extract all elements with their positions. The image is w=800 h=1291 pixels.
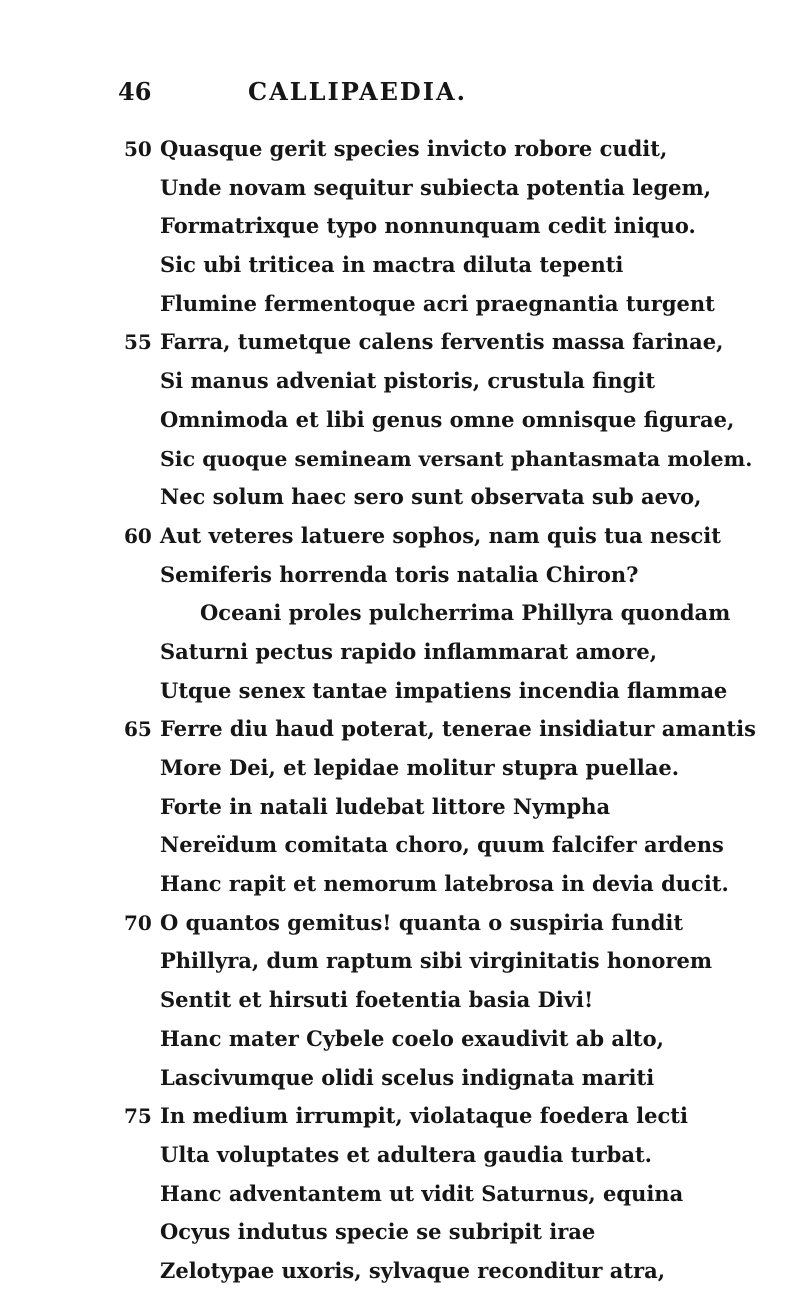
verse-text: Saturni pectus rapido inflammarat amore,: [160, 638, 658, 664]
verse-line: [0, 1213, 800, 1252]
verse-text: Forte in natali ludebat littore Nympha: [160, 793, 611, 819]
verse-line: [0, 1020, 800, 1059]
verse-text: Quasque gerit species invicto robore cudit,: [160, 136, 668, 161]
verse-text: Hanc rapit et nemorum latebrosa in devia ducit.: [160, 871, 729, 897]
line-number: 60: [124, 523, 152, 548]
verse-line: [0, 207, 800, 246]
verse-text: Sic ubi triticea in mactra diluta tepenti: [160, 252, 624, 278]
verse-text: Hanc mater Cybele coelo exaudivit ab alto,: [160, 1025, 664, 1051]
verse-text: O quantos gemitus! quanta o suspiria fundit: [160, 909, 684, 935]
verse-line: [0, 440, 800, 479]
line-number: 75: [124, 1104, 152, 1129]
line-number: 55: [124, 330, 152, 355]
verse-text: Utque senex tantae impatiens incendia flammae: [160, 677, 728, 703]
verse-line: [0, 1136, 800, 1175]
verse-text: Si manus adveniat pistoris, crustula fingit: [160, 368, 656, 394]
verse-line: [0, 633, 800, 672]
verse-text: Nereïdum comitata choro, quum falcifer ardens: [160, 832, 724, 858]
verse-text: More Dei, et lepidae molitur stupra puellae.: [160, 755, 680, 780]
verse-text: Flumine fermentoque acri praegnantia turgent: [160, 290, 715, 316]
verse-line: [0, 130, 800, 169]
verse-text: Semiferis horrenda toris natalia Chiron?: [160, 561, 639, 587]
verse-text: Ocyus indutus specie se subripit irae: [160, 1219, 596, 1245]
verse-line: [0, 594, 800, 633]
verse-line: [0, 169, 800, 208]
verse-text: Hanc adventantem ut vidit Saturnus, equina: [160, 1180, 684, 1206]
verse-text: Farra, tumetque calens ferventis massa farinae,: [160, 329, 724, 355]
verse-text: Lascivumque olidi scelus indignata mariti: [160, 1064, 655, 1090]
verse-text: Formatrixque typo nonnunquam cedit iniquo.: [160, 213, 696, 239]
verse-line: [0, 826, 800, 865]
verse-line: [0, 710, 800, 749]
verse-text: Ferre diu haud poterat, tenerae insidiatur amantis: [160, 716, 756, 742]
verse-line: [0, 1175, 800, 1214]
verse-line: [0, 865, 800, 904]
verse-line: [0, 749, 800, 788]
verse-text: Omnimoda et libi genus omne omnisque figurae,: [160, 406, 735, 432]
verse-line: [0, 942, 800, 981]
verse-line: [0, 362, 800, 401]
verse-text: Aut veteres latuere sophos, nam quis tua nescit: [160, 522, 721, 548]
verse-line: [0, 246, 800, 285]
verse-text: Ulta voluptates et adultera gaudia turbat.: [160, 1141, 652, 1167]
verse-line: [0, 672, 800, 711]
verse-line: [0, 556, 800, 595]
line-number: 50: [124, 137, 152, 161]
verse-text: Oceani proles pulcherrima Phillyra quondam: [200, 600, 731, 626]
verse-text: Unde novam sequitur subiecta potentia legem,: [160, 174, 712, 200]
verse-text: Sentit et hirsuti foetentia basia Divi!: [160, 987, 594, 1013]
line-number: 70: [124, 910, 152, 935]
verse-line: [0, 478, 800, 517]
verse-text: Nec solum haec sero sunt observata sub aevo,: [160, 484, 702, 510]
verse-text: In medium irrumpit, violataque foedera lecti: [160, 1103, 688, 1129]
verse-text: Phillyra, dum raptum sibi virginitatis honorem: [160, 948, 713, 974]
running-title: CALLIPAEDIA.: [248, 77, 467, 106]
verse-line: [0, 517, 800, 556]
verse-text: Zelotypae uxoris, sylvaque reconditur atra,: [160, 1257, 666, 1283]
verse-line: [0, 788, 800, 827]
verse-line: [0, 1252, 800, 1291]
verse-text: Sic quoque semineam versant phantasmata molem.: [160, 446, 753, 471]
page-number: 46: [118, 77, 152, 106]
verse-line: [0, 401, 800, 440]
verse-line: [0, 1097, 800, 1136]
verse-line: [0, 1059, 800, 1098]
line-number: 65: [124, 717, 152, 742]
verse-line: [0, 904, 800, 943]
verse-block: [0, 130, 800, 1291]
verse-line: [0, 981, 800, 1020]
verse-line: [0, 285, 800, 324]
verse-line: [0, 323, 800, 362]
